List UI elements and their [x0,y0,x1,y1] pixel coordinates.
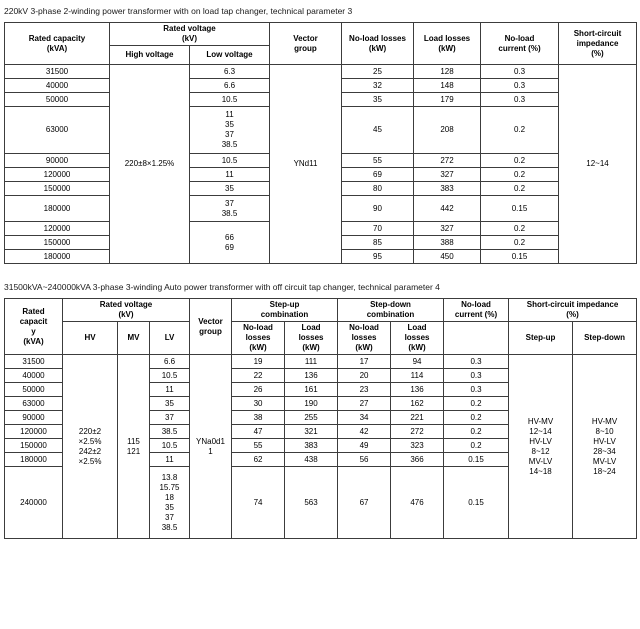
cell-load-losses: 383 [414,182,481,196]
th2-sd-ll-line1: Load [407,323,427,332]
cell-lv: 11 [150,383,190,397]
cell-low-voltage: 10.5 [190,154,270,168]
cell-no-load-losses: 95 [342,250,414,264]
th2-no-load-current [444,299,509,322]
cell-low-voltage: 37 38.5 [190,196,270,222]
cell-lv: 35 [150,397,190,411]
th-rated-voltage-line1: Rated voltage [163,24,216,33]
cell-load-losses: 272 [414,154,481,168]
cell-stepdown-no-load-losses: 42 [338,425,391,439]
th-low-voltage: Low voltage [190,46,270,65]
cell-vector-group: YNd11 [270,65,342,264]
th2-step-down-load-losses [391,322,444,355]
th2-step-up-no-load-losses [232,322,285,355]
cell-rated-capacity: 150000 [5,236,110,250]
cell-rated-capacity: 150000 [5,439,63,453]
cell-stepup-load-losses: 383 [285,439,338,453]
th2-hv: HV [63,322,118,355]
cell-lv: 6.6 [150,355,190,369]
th-rated-voltage-line2: (kV) [181,34,198,43]
th2-step-up [232,299,338,322]
cell-stepdown-no-load-losses: 34 [338,411,391,425]
cell-stepdown-no-load-losses: 49 [338,439,391,453]
th2-step-down-line1: Step-down [370,300,411,309]
cell-lv: 10.5 [150,369,190,383]
cell-vector-group: YNa0d1 1 [190,355,232,539]
cell-lv: 38.5 [150,425,190,439]
cell-rated-capacity: 90000 [5,154,110,168]
th-no-load-current-line1: No-load [504,33,535,43]
cell-no-load-losses: 80 [342,182,414,196]
th-load-losses [414,23,481,65]
cell-stepup-load-losses: 438 [285,453,338,467]
th2-step-down-line2: combination [366,310,415,319]
table1-body [5,65,637,264]
cell-no-load-current: 0.3 [444,369,509,383]
cell-rated-capacity: 150000 [5,182,110,196]
th-rated-capacity-line2: (kVA) [46,43,68,53]
th2-step-down-no-load-losses [338,322,391,355]
th-short-circuit-line2: impedance [576,38,619,48]
table-spacer [0,264,640,276]
cell-sc-step-down: HV-MV 8~10 HV-LV 28~34 MV-LV 18~24 [573,355,637,539]
cell-stepup-no-load-losses: 19 [232,355,285,369]
th2-su-nll-line2: losses [245,333,271,342]
cell-low-voltage: 6.3 [190,65,270,79]
cell-load-losses: 388 [414,236,481,250]
th2-step-up-load-losses [285,322,338,355]
cell-no-load-losses: 55 [342,154,414,168]
th2-sd-nll-line2: losses [351,333,377,342]
cell-no-load-losses: 69 [342,168,414,182]
th2-mv: MV [118,322,150,355]
cell-rated-capacity: 90000 [5,411,63,425]
cell-stepup-load-losses: 563 [285,467,338,539]
th2-step-down [338,299,444,322]
cell-load-losses: 148 [414,79,481,93]
th-no-load-losses-line1: No-load losses [349,33,406,43]
cell-stepdown-load-losses: 136 [391,383,444,397]
th2-no-load-current-line2: current (%) [454,310,498,319]
cell-no-load-current: 0.2 [481,107,559,154]
th-vector-group [270,23,342,65]
table1-caption: 220kV 3-phase 2-winding power transformer with on load tap changer, technical parameter 3 [4,6,353,16]
th2-su-ll-line3: (kW) [302,343,320,352]
th2-rated-voltage [63,299,190,322]
th2-rated-capacity-line4: (kVA) [23,336,44,346]
cell-no-load-current: 0.2 [481,154,559,168]
cell-stepup-no-load-losses: 38 [232,411,285,425]
cell-rated-capacity: 40000 [5,79,110,93]
table-row [5,355,637,369]
table2-header-row-1 [5,299,637,322]
table-auto-3winding [4,298,637,539]
cell-no-load-losses: 35 [342,93,414,107]
cell-rated-capacity: 63000 [5,397,63,411]
cell-stepdown-load-losses: 94 [391,355,444,369]
cell-no-load-current: 0.2 [444,439,509,453]
th2-rated-capacity-line3: y [31,326,36,336]
cell-no-load-current: 0.3 [444,383,509,397]
cell-rated-capacity: 120000 [5,425,63,439]
th2-step-up-line2: combination [260,310,309,319]
th-vector-group-line1: Vector [293,33,318,43]
cell-rated-capacity: 120000 [5,222,110,236]
th2-su-nll-line1: No-load [243,323,273,332]
cell-stepup-load-losses: 111 [285,355,338,369]
cell-stepup-no-load-losses: 30 [232,397,285,411]
cell-no-load-current: 0.3 [481,79,559,93]
cell-stepdown-load-losses: 323 [391,439,444,453]
cell-rated-capacity: 180000 [5,453,63,467]
cell-stepup-load-losses: 136 [285,369,338,383]
cell-rated-capacity: 120000 [5,168,110,182]
cell-low-voltage: 6.6 [190,79,270,93]
th2-sc-step-down: Step-down [573,322,637,355]
th-no-load-losses-line2: (kW) [368,43,387,53]
table2-caption: 31500kVA~240000kVA 3-phase 3-winding Auto power transformer with off circuit tap changer, technical parameter 4 [4,282,440,292]
cell-load-losses: 450 [414,250,481,264]
cell-no-load-current: 0.3 [481,65,559,79]
cell-load-losses: 128 [414,65,481,79]
cell-no-load-current: 0.3 [444,355,509,369]
table1-head [5,23,637,65]
th2-rated-capacity-line1: Rated [22,306,45,316]
th-short-circuit-impedance [559,23,637,65]
cell-low-voltage: 10.5 [190,93,270,107]
cell-hv: 220±2 ×2.5% 242±2 ×2.5% [63,355,118,539]
cell-lv: 37 [150,411,190,425]
cell-stepup-no-load-losses: 22 [232,369,285,383]
cell-low-voltage: 11 [190,168,270,182]
cell-stepup-no-load-losses: 47 [232,425,285,439]
cell-no-load-current: 0.15 [481,250,559,264]
cell-no-load-current: 0.15 [444,467,509,539]
cell-low-voltage: 11 35 37 38.5 [190,107,270,154]
cell-stepup-load-losses: 161 [285,383,338,397]
th2-vector-group-line1: Vector [198,316,223,326]
cell-lv: 10.5 [150,439,190,453]
th2-rated-capacity-line2: capacit [19,316,48,326]
cell-no-load-losses: 45 [342,107,414,154]
cell-rated-capacity: 180000 [5,250,110,264]
th2-short-circuit-impedance [509,299,637,322]
th2-rated-voltage-line2: (kV) [118,310,134,319]
cell-no-load-losses: 25 [342,65,414,79]
cell-sc-step-up: HV-MV 12~14 HV-LV 8~12 MV-LV 14~18 [509,355,573,539]
cell-no-load-losses: 70 [342,222,414,236]
th2-rated-voltage-line1: Rated voltage [99,300,153,309]
cell-stepdown-no-load-losses: 17 [338,355,391,369]
cell-stepdown-no-load-losses: 27 [338,397,391,411]
th2-short-circuit-line2: (%) [566,310,579,319]
cell-low-voltage: 35 [190,182,270,196]
table2-body [5,355,637,539]
cell-stepdown-load-losses: 272 [391,425,444,439]
table1-header-row-1 [5,23,637,46]
cell-no-load-current: 0.2 [444,411,509,425]
cell-stepdown-no-load-losses: 67 [338,467,391,539]
cell-stepup-no-load-losses: 62 [232,453,285,467]
th-no-load-current [481,23,559,65]
th2-su-ll-line2: losses [298,333,324,342]
cell-load-losses: 442 [414,196,481,222]
table-220kv-2winding [4,22,637,264]
cell-stepdown-load-losses: 476 [391,467,444,539]
th-rated-capacity-line1: Rated capacity [28,33,86,43]
cell-rated-capacity: 31500 [5,65,110,79]
cell-load-losses: 208 [414,107,481,154]
cell-no-load-losses: 85 [342,236,414,250]
th-load-losses-line2: (kW) [438,43,456,53]
th2-step-up-line1: Step-up [269,300,300,309]
cell-no-load-current: 0.15 [444,453,509,467]
cell-no-load-current: 0.15 [481,196,559,222]
cell-high-voltage: 220±8×1.25% [110,65,190,264]
cell-no-load-current: 0.2 [481,236,559,250]
th2-short-circuit-line1: Short-circuit impedance [526,300,619,309]
th2-no-load-current-line1: No-load [461,300,491,309]
cell-stepup-load-losses: 321 [285,425,338,439]
th2-vector-group [190,299,232,355]
cell-rated-capacity: 180000 [5,196,110,222]
cell-rated-capacity: 240000 [5,467,63,539]
th2-sd-nll-line3: (kW) [355,343,373,352]
cell-stepdown-load-losses: 114 [391,369,444,383]
cell-rated-capacity: 50000 [5,383,63,397]
th2-rated-capacity [5,299,63,355]
cell-stepdown-no-load-losses: 23 [338,383,391,397]
cell-no-load-losses: 90 [342,196,414,222]
cell-low-voltage-group: 66 69 [190,222,270,264]
cell-load-losses: 327 [414,168,481,182]
th2-vector-group-line2: group [199,326,222,336]
cell-no-load-current: 0.2 [444,397,509,411]
table2-head [5,299,637,355]
cell-rated-capacity: 40000 [5,369,63,383]
th-load-losses-line1: Load losses [423,33,471,43]
th-short-circuit-line3: (%) [591,48,604,58]
cell-rated-capacity: 63000 [5,107,110,154]
cell-no-load-current: 0.2 [444,425,509,439]
cell-stepup-load-losses: 190 [285,397,338,411]
cell-short-circuit-impedance: 12~14 [559,65,637,264]
th2-sd-nll-line1: No-load [349,323,379,332]
cell-no-load-losses: 32 [342,79,414,93]
th-high-voltage: High voltage [110,46,190,65]
cell-no-load-current: 0.3 [481,93,559,107]
cell-rated-capacity: 31500 [5,355,63,369]
th2-sd-ll-line2: losses [404,333,430,342]
cell-mv: 115 121 [118,355,150,539]
th2-sc-step-up: Step-up [509,322,573,355]
cell-no-load-current: 0.2 [481,222,559,236]
th2-su-ll-line1: Load [301,323,321,332]
cell-load-losses: 327 [414,222,481,236]
th2-sd-ll-line3: (kW) [408,343,426,352]
table-row [5,65,637,79]
cell-stepdown-no-load-losses: 56 [338,453,391,467]
cell-stepup-no-load-losses: 55 [232,439,285,453]
th-vector-group-line2: group [294,43,317,53]
cell-stepdown-load-losses: 162 [391,397,444,411]
cell-stepdown-load-losses: 221 [391,411,444,425]
cell-stepup-no-load-losses: 26 [232,383,285,397]
th2-su-nll-line3: (kW) [249,343,267,352]
cell-lv: 11 [150,453,190,467]
th-rated-voltage [110,23,270,46]
cell-load-losses: 179 [414,93,481,107]
th-rated-capacity [5,23,110,65]
cell-no-load-current: 0.2 [481,182,559,196]
cell-stepup-load-losses: 255 [285,411,338,425]
cell-stepdown-no-load-losses: 20 [338,369,391,383]
cell-no-load-current: 0.2 [481,168,559,182]
cell-stepdown-load-losses: 366 [391,453,444,467]
th-no-load-current-line2: current (%) [498,43,541,53]
th-short-circuit-line1: Short-circuit [573,28,622,38]
th-no-load-losses [342,23,414,65]
cell-lv: 13.8 15.75 18 35 37 38.5 [150,467,190,539]
cell-stepup-no-load-losses: 74 [232,467,285,539]
th2-lv: LV [150,322,190,355]
cell-rated-capacity: 50000 [5,93,110,107]
